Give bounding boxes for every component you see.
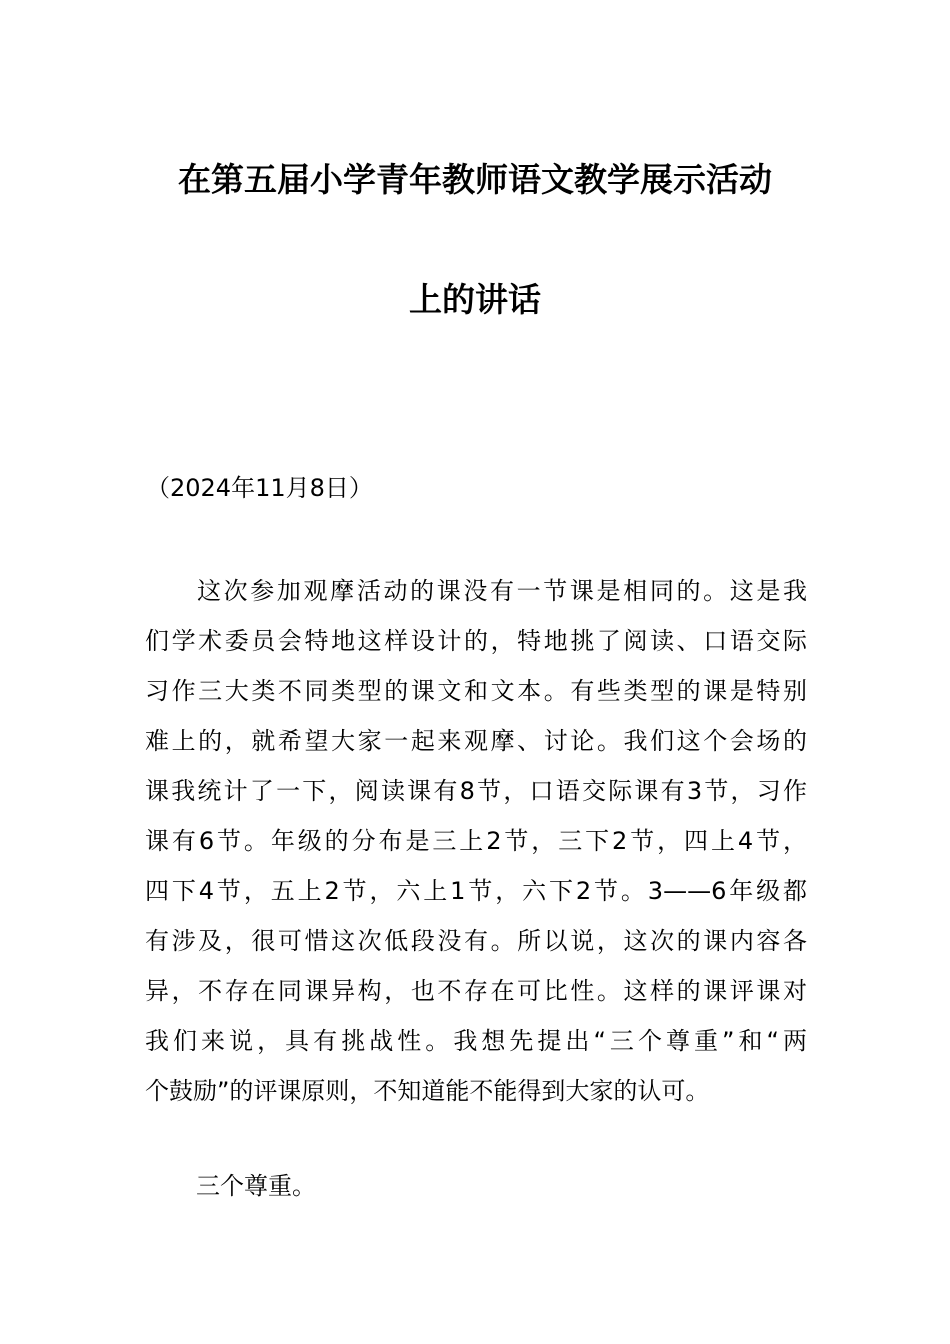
paragraph-line: 有涉及，很可惜这次低段没有。所以说，这次的课内容各	[145, 927, 807, 955]
paragraph-line: 这次参加观摩活动的课没有一节课是相同的。这是我	[197, 577, 807, 605]
document-title-line-1: 在第五届小学青年教师语文教学展示活动	[178, 160, 772, 199]
paragraph-line: 课我统计了一下，阅读课有8节，口语交际课有3节，习作	[145, 777, 807, 805]
paragraph-line: 异，不存在同课异构，也不存在可比性。这样的课评课对	[145, 977, 807, 1005]
speech-date: （2024年11月8日）	[146, 474, 373, 502]
paragraph-line: 习作三大类不同类型的课文和文本。有些类型的课是特别	[145, 677, 807, 705]
paragraph-line: 四下4节，五上2节，六上1节，六下2节。3——6年级都	[145, 877, 807, 905]
paragraph-line: 们学术委员会特地这样设计的，特地挑了阅读、口语交际	[145, 627, 807, 655]
section-subheading: 三个尊重。	[196, 1172, 316, 1200]
paragraph-line: 难上的，就希望大家一起来观摩、讨论。我们这个会场的	[145, 727, 807, 755]
body-paragraph	[145, 566, 807, 1116]
document-title-line-2: 上的讲话	[409, 280, 541, 319]
paragraph-line: 个鼓励”的评课原则，不知道能不能得到大家的认可。	[145, 1077, 710, 1105]
paragraph-line: 我们来说，具有挑战性。我想先提出“三个尊重”和“两	[145, 1027, 807, 1055]
paragraph-line: 课有6节。年级的分布是三上2节，三下2节，四上4节，	[145, 827, 807, 855]
